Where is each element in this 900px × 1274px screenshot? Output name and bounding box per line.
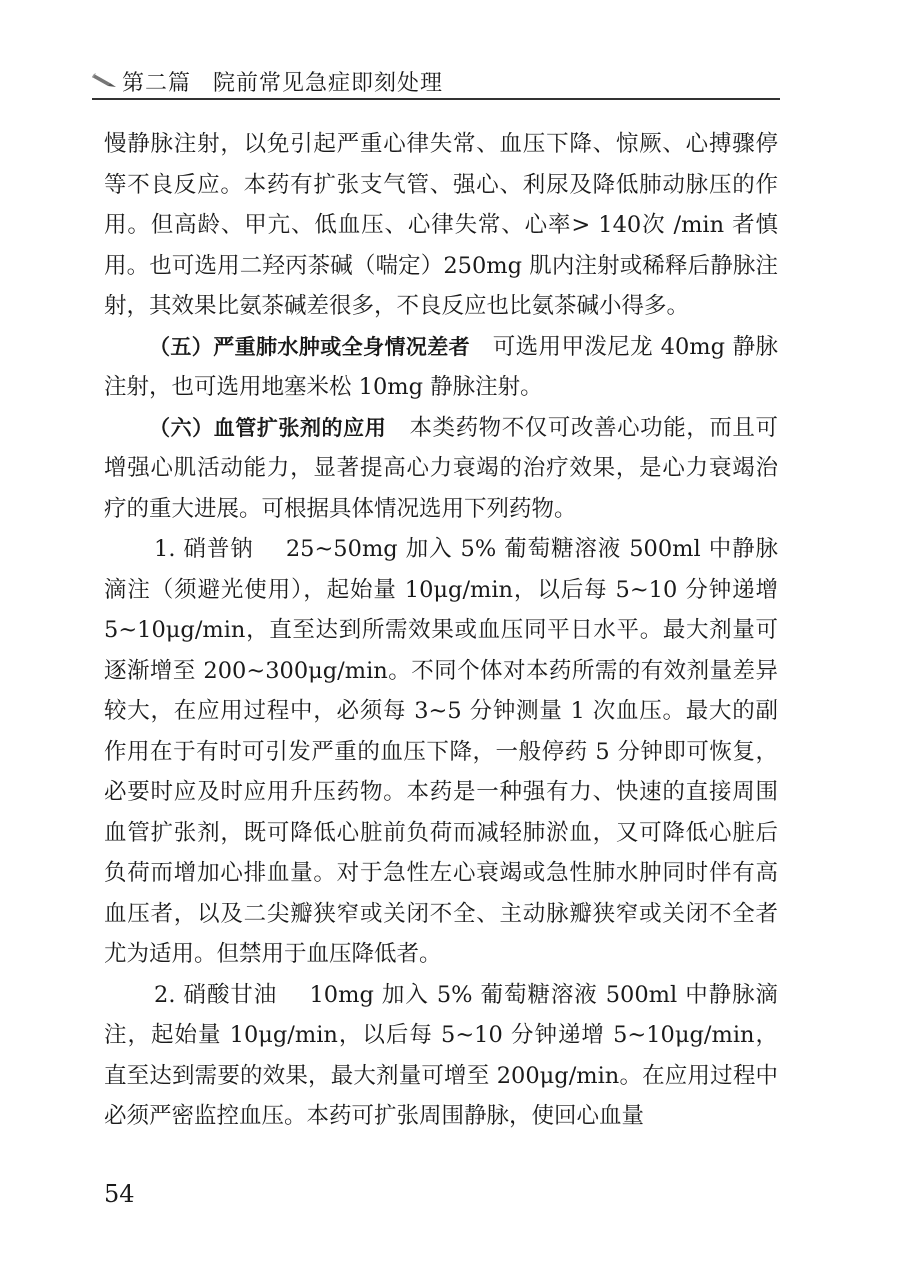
paragraph: 慢静脉注射，以免引起严重心律失常、血压下降、惊厥、心搏骤停等不良反应。本药有扩张支气管、强心、利尿及降低肺动脉压的作用。但高龄、甲亢、低血压、心律失常、心率> 140次 /min 者慎用。也可选用二羟丙茶碱（喘定）250mg 肌内注射或稀释后静脉注射，其效果比氨茶碱差很多，不良反应也比氨茶碱小得多。 — [104, 131, 778, 319]
item-label: 1. 硝普钠 — [154, 536, 254, 562]
item-text: 25~50mg 加入 5% 葡萄糖溶液 500ml 中静脉滴注（须避光使用），起始量 10μg/min，以后每 5~10 分钟递增 5~10μg/min，直至达到所需效果或血压同平日水平。最大剂量可逐渐增至 200~300μg/min。不同个体对本药所需的有效剂量差异较大，在应用过程中，必须每 3~5 分钟测量 1 次血压。最大的副作用在于有时可引发严重的血压下降，一般停药 5 分钟即可恢复，必要时应及时应用升压药物。本药是一种强有力、快速的直接周围血管扩张剂，既可降低心脏前负荷而减轻肺淤血，又可降低心脏后负荷而增加心排血量。对于急性左心衰竭或急性肺水肿同时伴有高血压者，以及二尖瓣狭窄或关闭不全、主动脉瓣狭窄或关闭不全者尤为适用。但禁用于血压降低者。 — [104, 536, 779, 967]
header-section-title: 院前常见急症即刻处理 — [213, 71, 444, 96]
section-5 — [104, 327, 778, 408]
header-chapter: 第二篇 — [122, 71, 192, 96]
page-body — [104, 124, 778, 1137]
section-6 — [104, 408, 778, 530]
item-label: 2. 硝酸甘油 — [154, 981, 278, 1008]
section-heading: （五）严重肺水肿或全身情况差者 — [149, 334, 471, 359]
section-text: 本类药物不仅可改善心功能，而且可增强心肌活动能力，显著提高心力衰竭的治疗效果，是心力衰竭治疗的重大进展。可根据具体情况选用下列药物。 — [104, 414, 778, 522]
running-header — [92, 62, 780, 100]
list-item — [104, 529, 778, 975]
section-text: 可选用甲泼尼龙 40mg 静脉注射，也可选用地塞米松 10mg 静脉注射。 — [104, 333, 778, 400]
list-item — [104, 975, 778, 1137]
header-title — [122, 66, 443, 97]
section-heading: （六）血管扩张剂的应用 — [149, 415, 387, 440]
item-text: 10mg 加入 5% 葡萄糖溶液 500ml 中静脉滴注，起始量 10μg/min，以后每 5~10 分钟递增 5~10μg/min，直至达到需要的效果，最大剂量可增至 200μg/min。在应用过程中必须严密监控血压。本药可扩张周围静脉，使回心血量 — [104, 981, 779, 1129]
pencil-icon — [92, 70, 118, 88]
page-number: 54 — [104, 1180, 135, 1208]
